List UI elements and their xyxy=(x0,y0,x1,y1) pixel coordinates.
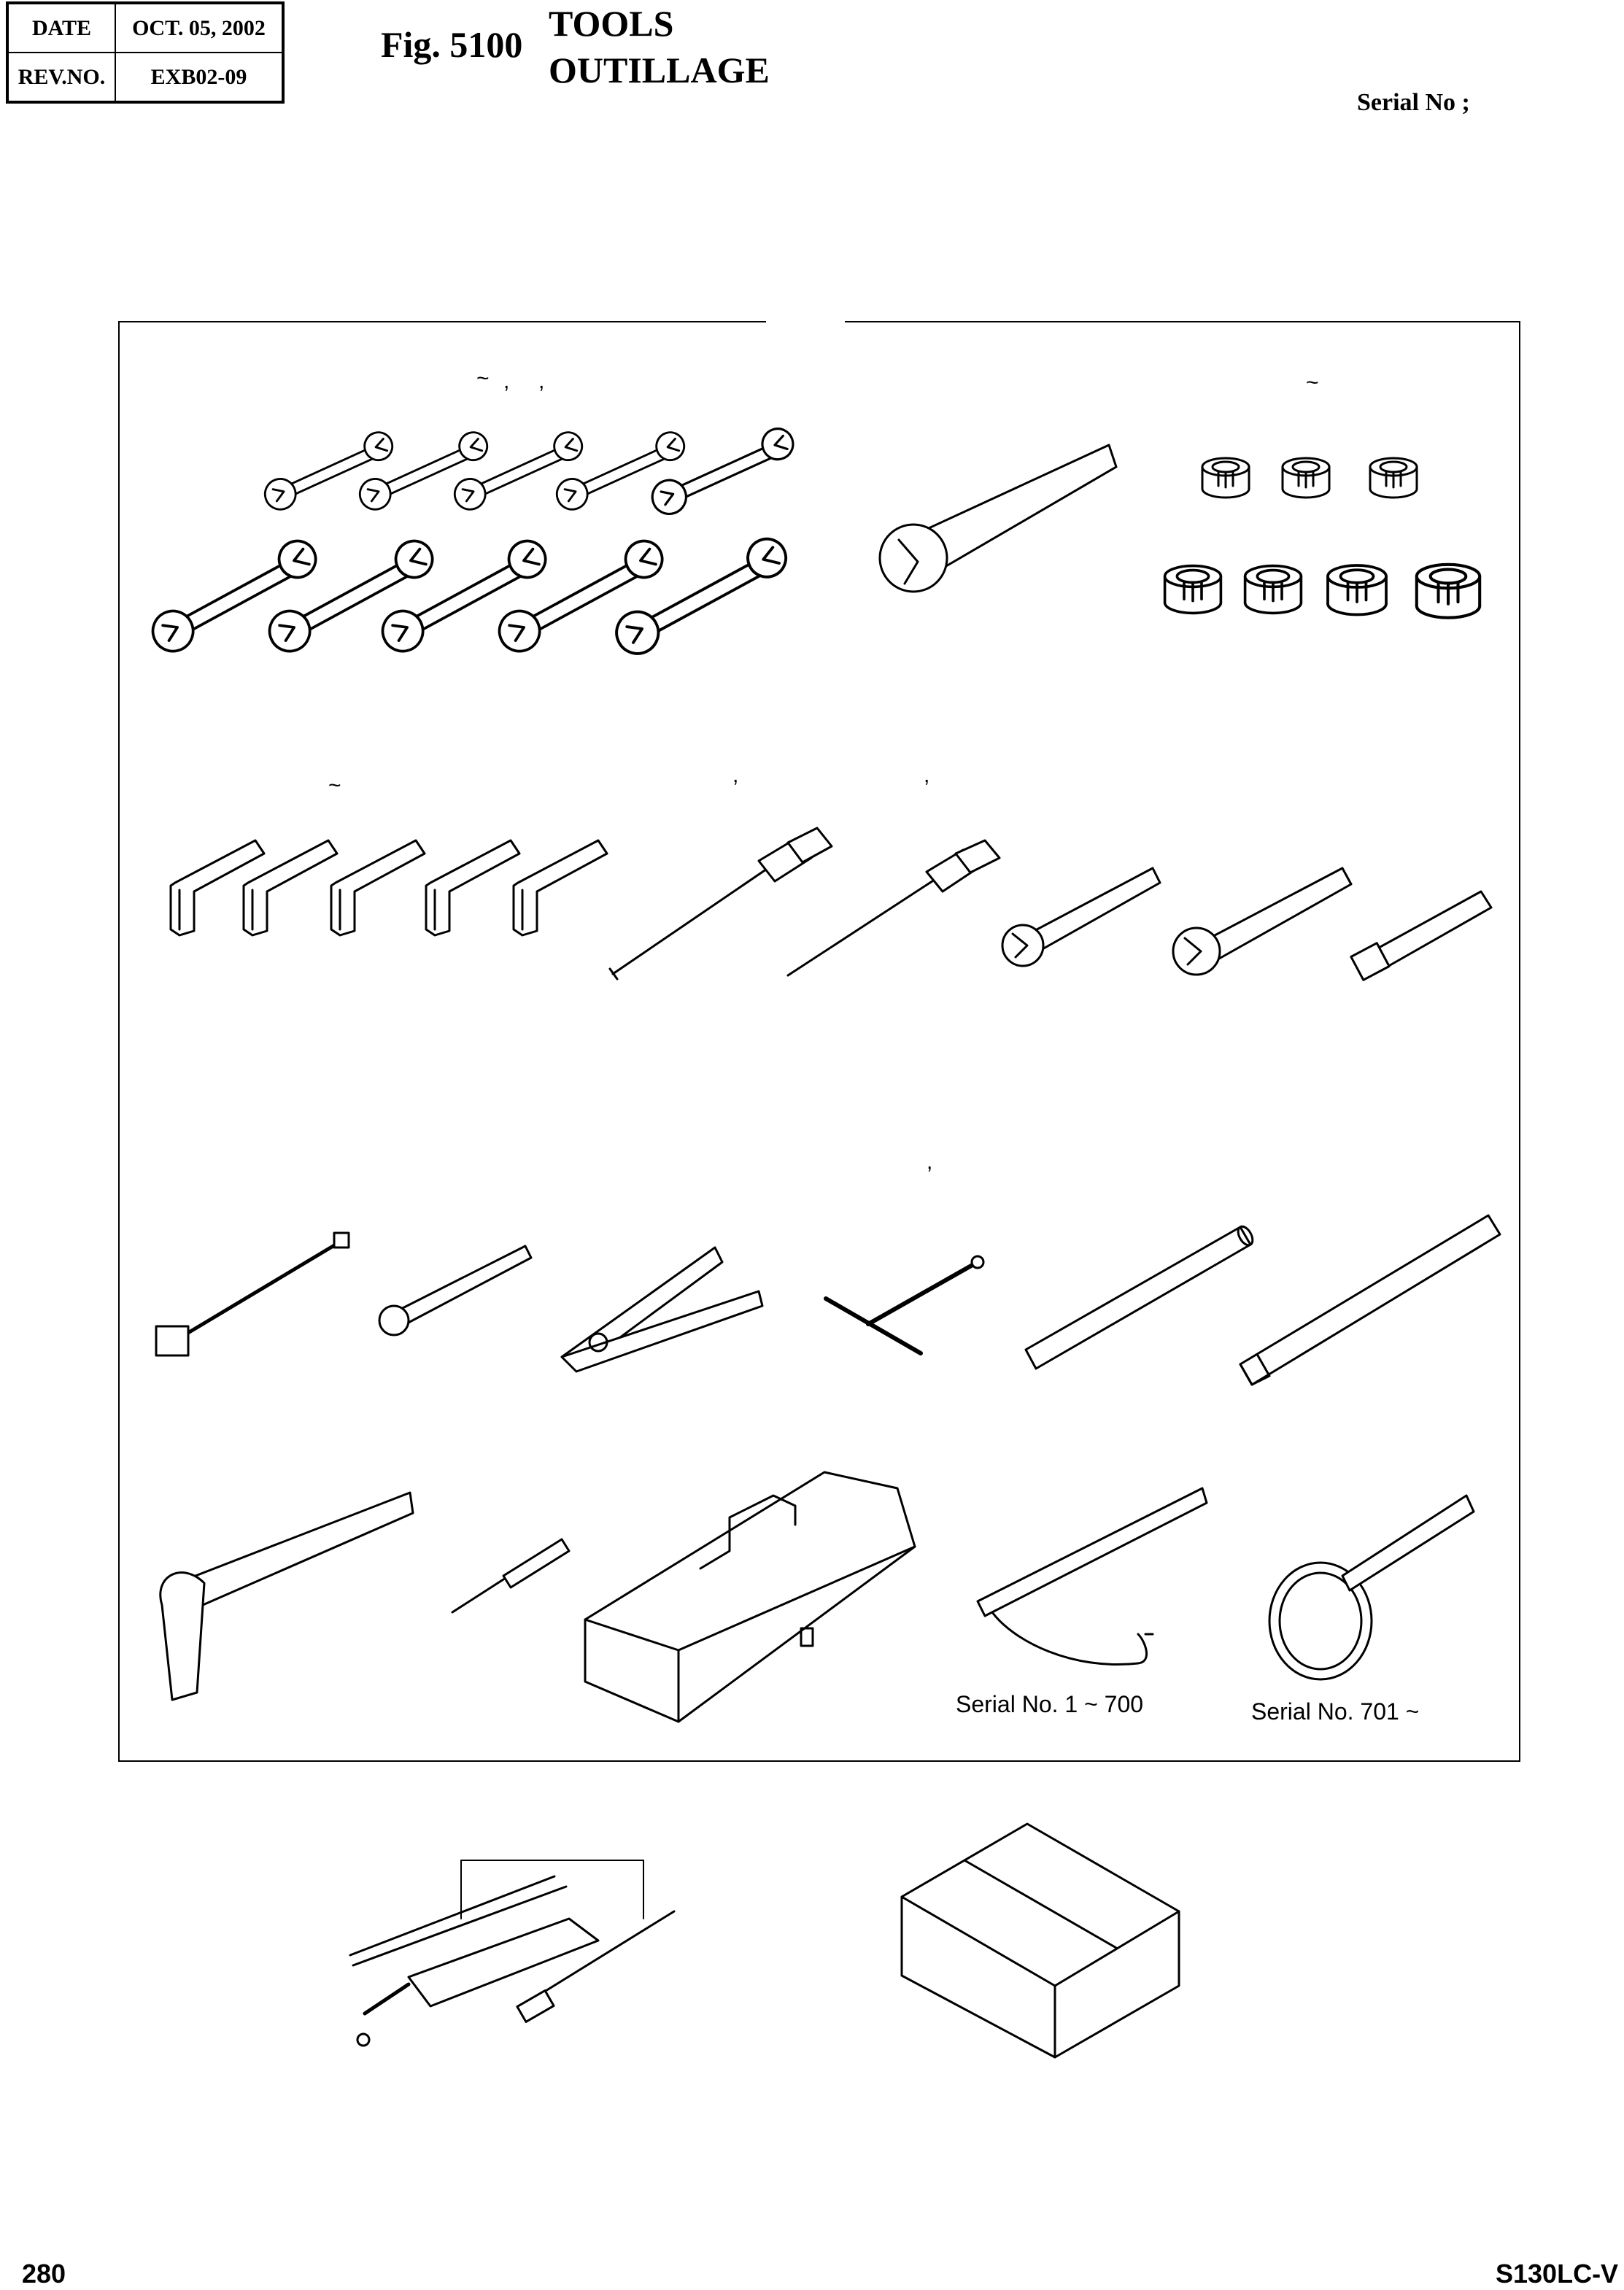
mark-comma: , xyxy=(927,1150,933,1174)
spanner-set-small xyxy=(257,425,803,518)
mark-comma: , xyxy=(538,369,545,393)
rev-label: REV.NO. xyxy=(7,53,115,102)
spanner-set-large xyxy=(140,533,800,660)
grease-gun-bracket xyxy=(461,1860,643,1919)
single-open-end-wrench xyxy=(880,445,1116,592)
socket-extension-bar xyxy=(156,1233,349,1355)
band-wrench xyxy=(1269,1496,1474,1679)
pliers xyxy=(562,1247,762,1372)
adjustable-wrench-small xyxy=(1002,868,1160,966)
mark-tilde: ~ xyxy=(328,773,341,797)
title-fr: OUTILLAGE xyxy=(549,50,770,90)
mark-comma: , xyxy=(924,763,930,787)
adjustable-wrench-large xyxy=(1173,868,1351,975)
punch xyxy=(452,1539,569,1612)
extension-bar xyxy=(1351,891,1491,980)
band-wrench-serial-caption: Serial No. 701 ~ xyxy=(1251,1698,1420,1725)
hammer xyxy=(161,1493,413,1700)
mark-tilde: ~ xyxy=(476,366,490,390)
strap-wrench-serial-caption: Serial No. 1 ~ 700 xyxy=(956,1691,1144,1717)
mark-comma: , xyxy=(503,369,510,393)
hex-key-set xyxy=(171,840,607,935)
socket-set xyxy=(1165,458,1480,618)
t-handle-wrench xyxy=(826,1256,983,1353)
flat-bar xyxy=(1240,1215,1500,1385)
model-code: S130LC-V xyxy=(1496,2259,1619,2289)
mark-tilde: ~ xyxy=(1306,371,1319,395)
rev-value: EXB02-09 xyxy=(115,53,283,102)
strap-wrench xyxy=(978,1488,1207,1665)
ratchet-handle xyxy=(379,1246,531,1335)
page-number: 280 xyxy=(22,2259,66,2289)
grease-gun xyxy=(350,1876,598,2046)
pipe-bar xyxy=(1026,1224,1256,1369)
date-value: OCT. 05, 2002 xyxy=(115,3,283,53)
screwdriver-flat xyxy=(610,828,832,979)
serial-number-label: Serial No ; xyxy=(1357,89,1470,116)
date-label: DATE xyxy=(7,3,115,53)
figure-number: Fig. 5100 xyxy=(381,24,523,65)
screwdriver-cross xyxy=(788,840,999,975)
title-en: TOOLS xyxy=(549,3,674,44)
carton-box xyxy=(902,1824,1179,2057)
tool-box xyxy=(585,1472,915,1722)
mark-comma: , xyxy=(732,763,739,787)
